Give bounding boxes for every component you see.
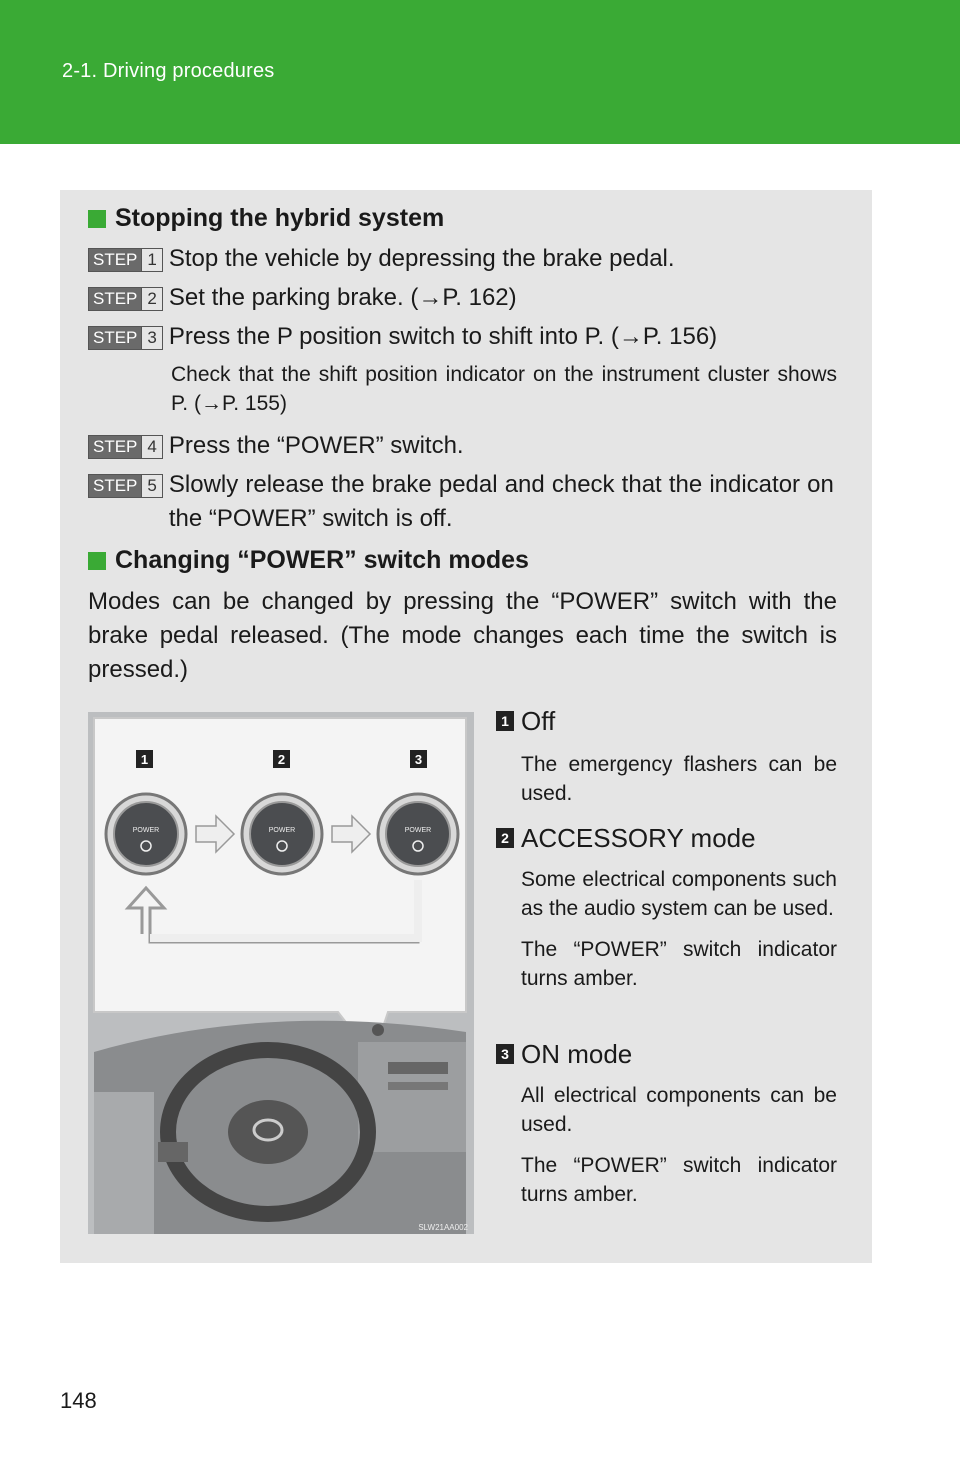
step-2 bbox=[88, 281, 834, 315]
svg-text:1: 1 bbox=[140, 752, 149, 767]
mode-desc: The “POWER” switch indicator turns amber. bbox=[521, 938, 837, 990]
step-5 bbox=[88, 468, 834, 536]
mode-desc: The emergency flashers can be used. bbox=[521, 753, 837, 805]
section-title: 2-1. Driving procedures bbox=[62, 60, 275, 82]
svg-text:SLW21AA002: SLW21AA002 bbox=[418, 1223, 468, 1232]
changing-intro: Modes can be changed by pressing the “POWER” switch with the brake pedal released. (The mode changes each time the switch is pressed.) bbox=[88, 588, 837, 683]
mode-title-text: Off bbox=[521, 706, 556, 736]
page-header bbox=[0, 0, 960, 144]
mode-number-badge: 2 bbox=[496, 828, 514, 848]
bullet-square-icon bbox=[88, 552, 106, 570]
stopping-heading bbox=[88, 204, 444, 233]
step-text: Press the P position switch to shift into P. (→P. 156) bbox=[168, 323, 718, 350]
step-1 bbox=[88, 242, 834, 276]
step-4 bbox=[88, 429, 834, 463]
power-button-on-icon bbox=[378, 794, 458, 874]
step-badge: STEP 2 bbox=[88, 287, 163, 311]
stopping-heading-text: Stopping the hybrid system bbox=[115, 204, 445, 232]
mode-desc: All electrical components can be used. bbox=[521, 1084, 837, 1136]
svg-text:POWER: POWER bbox=[268, 827, 296, 834]
mode-title bbox=[496, 704, 838, 738]
changing-heading bbox=[88, 546, 529, 575]
page-number: 148 bbox=[60, 1388, 97, 1413]
mode-title-text: ACCESSORY mode bbox=[521, 823, 756, 853]
bullet-square-icon bbox=[88, 210, 106, 228]
mode-number-badge: 1 bbox=[496, 711, 514, 731]
power-button-accessory-icon bbox=[242, 794, 322, 874]
mode-accessory bbox=[496, 821, 838, 993]
svg-text:2: 2 bbox=[277, 752, 286, 767]
step-text: Stop the vehicle by depressing the brake pedal. bbox=[168, 245, 675, 272]
step-text: Press the “POWER” switch. bbox=[168, 432, 464, 459]
mode-off bbox=[496, 704, 838, 808]
svg-text:POWER: POWER bbox=[404, 827, 432, 834]
mode-desc: Some electrical components such as the audio system can be used. bbox=[521, 868, 837, 920]
step-text: Set the parking brake. (→P. 162) bbox=[168, 284, 517, 311]
svg-text:3: 3 bbox=[414, 752, 423, 767]
step-badge: STEP 4 bbox=[88, 435, 163, 459]
step-text: Slowly release the brake pedal and check that the indicator on the “POWER” switch is off. bbox=[168, 471, 834, 532]
step-badge: STEP 1 bbox=[88, 248, 163, 272]
svg-text:POWER: POWER bbox=[132, 827, 160, 834]
power-button-off-icon bbox=[106, 794, 186, 874]
mode-title bbox=[496, 1037, 838, 1071]
step-3-note: Check that the shift position indicator on the instrument cluster shows P. (→P. 155) bbox=[171, 363, 837, 415]
content-panel bbox=[60, 190, 872, 1263]
mode-on bbox=[496, 1037, 838, 1209]
step-badge: STEP 5 bbox=[88, 474, 163, 498]
mode-desc: The “POWER” switch indicator turns amber. bbox=[521, 1154, 837, 1206]
power-switch-illustration bbox=[88, 712, 474, 1234]
mode-title-text: ON mode bbox=[521, 1039, 633, 1069]
mode-number-badge: 3 bbox=[496, 1044, 514, 1064]
step-3 bbox=[88, 320, 834, 354]
mode-title bbox=[496, 821, 838, 855]
step-badge: STEP 3 bbox=[88, 326, 163, 350]
changing-heading-text: Changing “POWER” switch modes bbox=[115, 546, 529, 574]
